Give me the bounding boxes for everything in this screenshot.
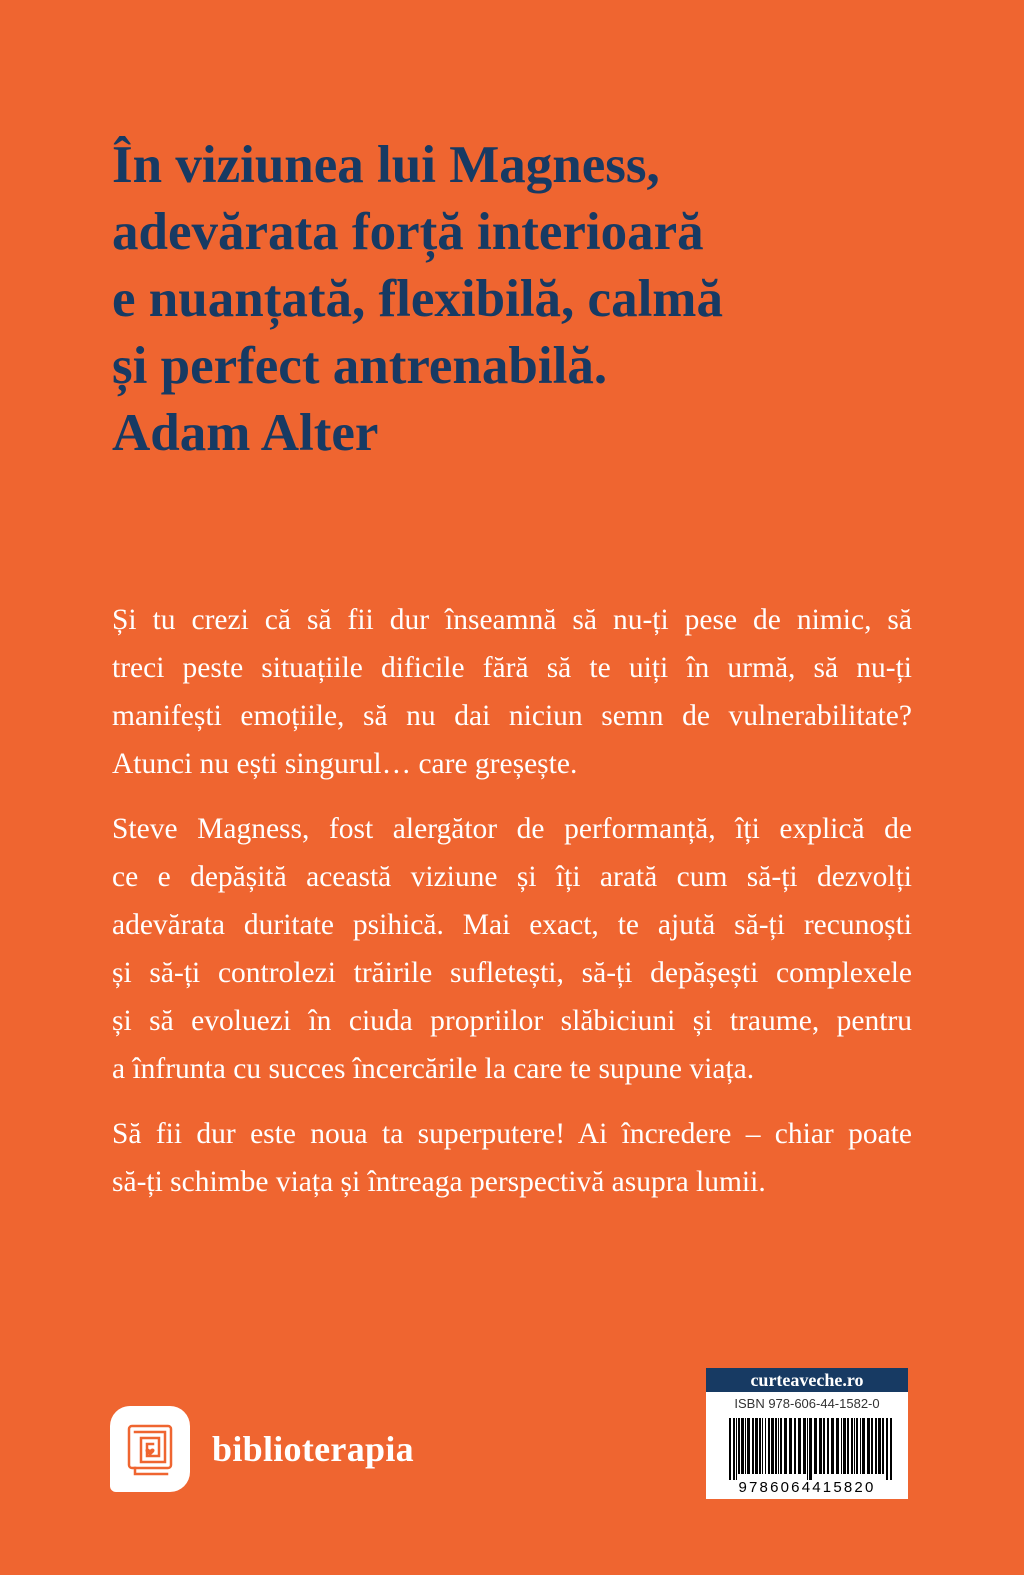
quote-line: e nuanțată, flexibilă, calmă	[112, 270, 723, 328]
description-paragraph-3	[112, 1110, 912, 1206]
barcode-bar	[771, 1418, 774, 1474]
barcode-bar	[867, 1418, 870, 1474]
barcode-bar	[831, 1418, 834, 1474]
quote-line: adevărata forță interioară	[112, 203, 704, 261]
barcode-bar	[847, 1418, 849, 1474]
quote-line: În viziunea lui Magness,	[112, 136, 660, 194]
isbn-box	[706, 1368, 908, 1499]
text-line: Și tu crezi că să fii dur înseamnă să nu-ți pese de nimic, să	[112, 604, 912, 636]
barcode-bar	[856, 1418, 858, 1474]
text-line: manifești emoțiile, să nu dai niciun semn de vulnerabilitate?	[112, 700, 912, 732]
text-line: și să evoluezi în ciuda propriilor slăbiciuni și traume, pentru	[112, 1005, 912, 1037]
text-line: a înfrunta cu succes încercările la care te supune viața.	[112, 1053, 755, 1085]
barcode-bar	[752, 1418, 754, 1474]
barcode-bar	[814, 1418, 817, 1474]
barcode-bar	[878, 1418, 881, 1474]
barcode-bar	[775, 1418, 777, 1474]
barcode-bar	[854, 1418, 855, 1474]
description-paragraph-2	[112, 805, 912, 1093]
barcode-bar	[809, 1418, 812, 1480]
barcode-digits: 9786064415820	[738, 1479, 876, 1496]
barcode-bar	[823, 1418, 825, 1474]
barcode-bar	[890, 1418, 892, 1480]
publisher-website: curteaveche.ro	[706, 1368, 908, 1392]
barcode-bar	[807, 1418, 808, 1480]
text-line: treci peste situațiile dificile fără să te uiți în urmă, să nu-ți	[112, 652, 912, 684]
barcode-bar	[745, 1418, 746, 1474]
maze-book-icon	[110, 1406, 190, 1492]
barcode-bar	[862, 1418, 865, 1474]
barcode-bar	[738, 1418, 740, 1474]
barcode-bar	[780, 1418, 782, 1474]
barcode-bar	[843, 1418, 846, 1474]
barcode-bar	[765, 1418, 766, 1474]
text-line: Să fii dur este noua ta superputere! Ai încredere – chiar poate	[112, 1118, 912, 1150]
barcode-bar	[836, 1418, 839, 1474]
barcode-bar	[762, 1418, 763, 1474]
isbn-label: ISBN 978-606-44-1582-0	[734, 1396, 880, 1411]
barcode-bar	[736, 1418, 737, 1480]
barcode-bar	[851, 1418, 853, 1474]
publisher-brand	[110, 1406, 414, 1492]
quote-line: și perfect antrenabilă.	[112, 337, 608, 395]
barcode-bar	[778, 1418, 779, 1474]
barcode-bar	[733, 1418, 735, 1480]
text-line: și să-ți controlezi trăirile sufletești, să-ți depășești complexele	[112, 957, 912, 989]
barcode-bar	[729, 1418, 731, 1480]
barcode-bar	[819, 1418, 822, 1474]
text-line: adevărata duritate psihică. Mai exact, te ajută să-ți recunoști	[112, 909, 912, 941]
text-line: Steve Magness, fost alergător de performanță, îți explică de	[112, 813, 912, 845]
text-line: ce e depășită această viziune și îți arată cum să-ți dezvolți	[112, 861, 912, 893]
text-line: să-ți schimbe viața și întreaga perspectivă asupra lumii.	[112, 1166, 766, 1198]
description-paragraph-1	[112, 596, 912, 788]
barcode-bar	[794, 1418, 796, 1474]
barcode-bar	[886, 1418, 888, 1480]
barcode-bar	[798, 1418, 801, 1474]
barcode-bar	[827, 1418, 829, 1474]
barcode-bar	[747, 1418, 750, 1474]
quote-author: Adam Alter	[112, 404, 379, 462]
barcode-bar	[741, 1418, 744, 1474]
quote-block	[112, 132, 952, 400]
publisher-name: biblioterapia	[212, 1429, 414, 1469]
text-line: Atunci nu ești singurul… care greșește.	[112, 748, 578, 780]
barcode-bar	[882, 1418, 884, 1474]
barcode	[715, 1416, 899, 1496]
barcode-bar	[875, 1418, 877, 1474]
barcode-bar	[789, 1418, 792, 1474]
barcode-bar	[803, 1418, 806, 1474]
barcode-bar	[871, 1418, 873, 1474]
barcode-bar	[860, 1418, 861, 1474]
barcode-bar	[768, 1418, 770, 1474]
barcode-bar	[759, 1418, 761, 1474]
barcode-bar	[841, 1418, 842, 1474]
barcode-bar	[755, 1418, 758, 1474]
barcode-bar	[784, 1418, 787, 1474]
